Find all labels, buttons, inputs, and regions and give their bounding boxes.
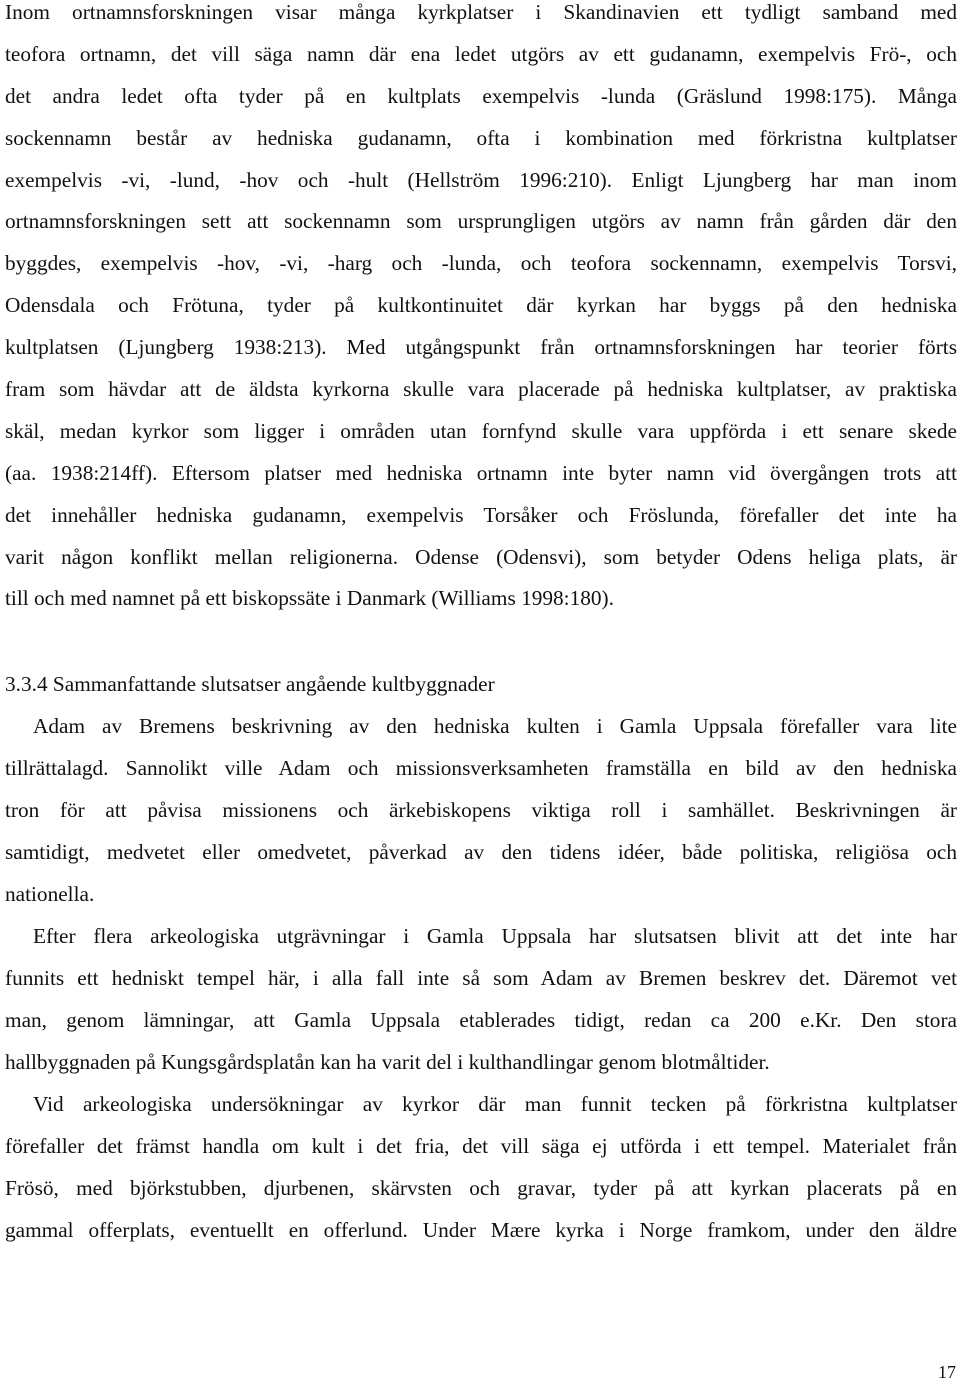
paragraph-adam-of-bremen [5,706,957,915]
text-line: varit någon konflikt mellan religionerna. Odense (Odensvi), som betyder Odens heliga plats, är [5,544,957,569]
text-line: samtidigt, medvetet eller omedvetet, påverkad av den tidens idéer, både politiska, religiösa och [5,839,957,864]
page-number: 17 [938,1362,956,1382]
text-line: Inom ortnamnsforskningen visar många kyrkplatser i Skandinavien ett tydligt samband med [5,0,957,24]
paragraph-excavations [5,916,957,1084]
text-line: Frösö, med björkstubben, djurbenen, skärvsten och gravar, tyder på att kyrkan placerats på en [5,1175,957,1200]
text-line: förefaller det främst handla om kult i det fria, det vill säga ej utförda i ett tempel. Materialet från [5,1133,957,1158]
text-line: hallbyggnaden på Kungsgårdsplatån kan ha varit del i kulthandlingar genom blotmåltider. [5,1049,770,1074]
text-line: exempelvis -vi, -lund, -hov och -hult (Hellström 1996:210). Enligt Ljungberg har man inom [5,167,957,192]
text-line: kultplatsen (Ljungberg 1938:213). Med utgångspunkt från ortnamnsforskningen har teorier förts [5,335,957,360]
text-line: skäl, medan kyrkor som ligger i områden utan fornfynd skulle vara uppförda i ett senare skede [5,418,957,443]
text-line: byggdes, exempelvis -hov, -vi, -harg och -lunda, och teofora sockennamn, exempelvis Torsvi, [5,251,957,276]
text-line: Efter flera arkeologiska utgrävningar i Gamla Uppsala har slutsatsen blivit att det inte har [33,924,957,948]
text-line: till och med namnet på ett biskopssäte i Danmark (Williams 1998:180). [5,586,614,611]
text-line: Adam av Bremens beskrivning av den hedniska kulten i Gamla Uppsala förefaller vara lite [33,714,957,738]
text-line: tron för att påvisa missionens och ärkebiskopens viktiga roll i samhället. Beskrivningen är [5,797,957,822]
text-line: (aa. 1938:214ff). Eftersom platser med hedniska ortnamn inte byter namn vid övergången trots att [5,460,957,485]
text-line: tillrättalagd. Sannolikt ville Adam och missionsverksamheten framställa en bild av den hedniska [5,755,957,780]
text-line: Vid arkeologiska undersökningar av kyrkor där man funnit tecken på förkristna kultplatser [33,1092,957,1116]
paragraph-place-names [5,0,957,620]
text-line: man, genom lämningar, att Gamla Uppsala etablerades tidigt, redan ca 200 e.Kr. Den stora [5,1007,957,1032]
paragraph-church-investigations [5,1084,957,1252]
text-line: det innehåller hedniska gudanamn, exempelvis Torsåker och Fröslunda, förefaller det inte ha [5,502,957,527]
text-line: Odensdala och Frötuna, tyder på kultkontinuitet där kyrkan har byggs på den hedniska [5,293,957,318]
text-line: teofora ortnamn, det vill säga namn där ena ledet utgörs av ett gudanamn, exempelvis Frö-, och [5,41,957,66]
text-line: sockennamn består av hedniska gudanamn, ofta i kombination med förkristna kultplatser [5,125,957,150]
text-line: det andra ledet ofta tyder på en kultplats exempelvis -lunda (Gräslund 1998:175). Många [5,83,957,108]
section-heading [5,664,957,706]
text-line: funnits ett hedniskt tempel här, i alla fall inte så som Adam av Bremen beskrev det. Däremot vet [5,965,957,990]
text-line: gammal offerplats, eventuellt en offerlund. Under Mære kyrka i Norge framkom, under den äldre [5,1217,957,1242]
text-line: nationella. [5,881,95,906]
text-line: fram som hävdar att de äldsta kyrkorna skulle vara placerade på hedniska kultplatser, av praktiska [5,377,957,402]
text-line: ortnamnsforskningen sett att sockennamn som ursprungligen utgörs av namn från gården där den [5,209,957,234]
section-heading-text: 3.3.4 Sammanfattande slutsatser angående kultbyggnader [5,672,495,696]
